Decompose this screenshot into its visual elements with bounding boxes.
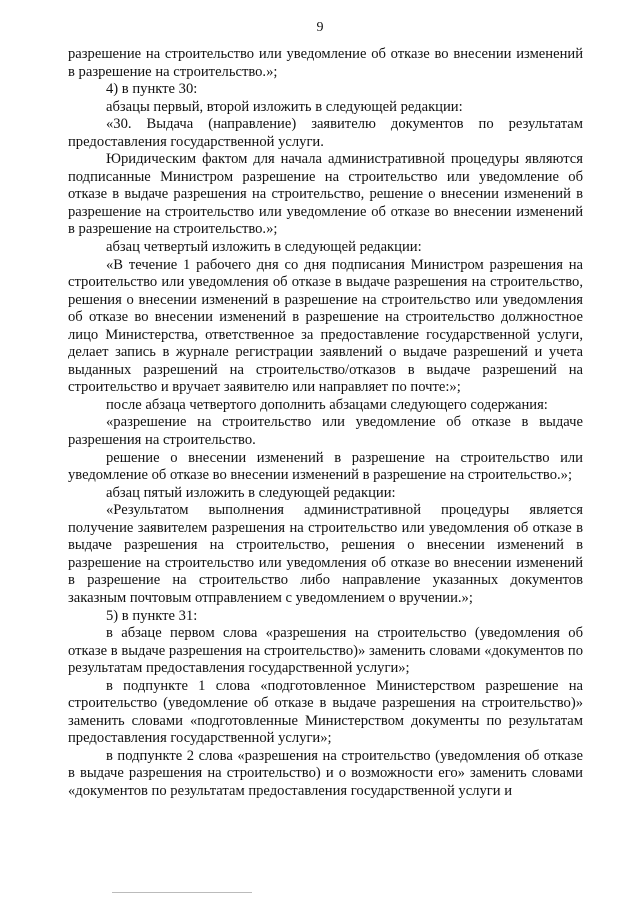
- paragraph: «30. Выдача (направление) заявителю документов по результатам предоставления государственной услуги.: [68, 116, 583, 150]
- paragraph: «В течение 1 рабочего дня со дня подписания Министром разрешения на строительство или уведомления об отказе в выдаче разрешения на строительство, решения о внесении изменений в разрешение на строительство или уведомления об отказе во внесении изменений в разрешение на строительство должностное лицо Министерства, ответственное за предоставление государственной услуги, делает запись в журнале регистрации заявлений о выдаче разрешений и учета выданных разрешений на строительство/отказов в выдаче разрешений на строительство и вручает заявителю или направляет по почте:»;: [68, 256, 583, 396]
- paragraph: после абзаца четвертого дополнить абзацами следующего содержания:: [106, 396, 548, 413]
- paragraph: абзац четвертый изложить в следующей редакции:: [106, 239, 422, 256]
- paragraph: в подпункте 2 слова «разрешения на строительство (уведомления об отказе в выдаче разрешения на строительство) и о возможности его» заменить словами «документов по результатам предоставления государственной услуги и: [68, 747, 583, 799]
- page-number: 9: [316, 20, 324, 35]
- paragraph: Юридическим фактом для начала административной процедуры являются подписанные Министром разрешение на строительство или уведомление об отказе в выдаче разрешения на строительство, решение о внесении изменений в разрешение на строительство или уведомление об отказе во внесении изменений в разрешение на строительство.»;: [68, 151, 583, 238]
- paragraph: 4) в пункте 30:: [106, 81, 198, 98]
- document-body: [68, 46, 583, 801]
- footer-divider: [112, 892, 252, 893]
- paragraph: разрешение на строительство или уведомление об отказе во внесении изменений в разрешение на строительство.»;: [68, 46, 583, 80]
- paragraph: решение о внесении изменений в разрешение на строительство или уведомление об отказе во внесении изменений в разрешение на строительство.»;: [68, 449, 583, 484]
- paragraph: 5) в пункте 31:: [106, 607, 198, 624]
- paragraph: в абзаце первом слова «разрешения на строительство (уведомления об отказе в выдаче разрешения на строительство)» заменить словами «документов по результатам предоставления государственной услуги»;: [68, 625, 583, 677]
- paragraph: в подпункте 1 слова «подготовленное Министерством разрешение на строительство (уведомление об отказе в выдаче разрешения на строительство)» заменить словами «подготовленные Министерством документы по результатам предоставления государственной услуги»;: [68, 677, 583, 747]
- paragraph: абзац пятый изложить в следующей редакции:: [106, 484, 396, 501]
- paragraph: «Результатом выполнения административной процедуры является получение заявителем разрешения на строительство или уведомления об отказе в выдаче разрешения на строительство, решения о внесении изменений в разрешение на строительство или уведомления об отказе во внесении изменений в разрешение на строительство либо направление указанных документов заказным почтовым отправлением с уведомлением о вручении.»;: [68, 502, 583, 606]
- paragraph: абзацы первый, второй изложить в следующей редакции:: [106, 98, 463, 115]
- paragraph: «разрешение на строительство или уведомление об отказе в выдаче разрешения на строительство.: [68, 414, 583, 449]
